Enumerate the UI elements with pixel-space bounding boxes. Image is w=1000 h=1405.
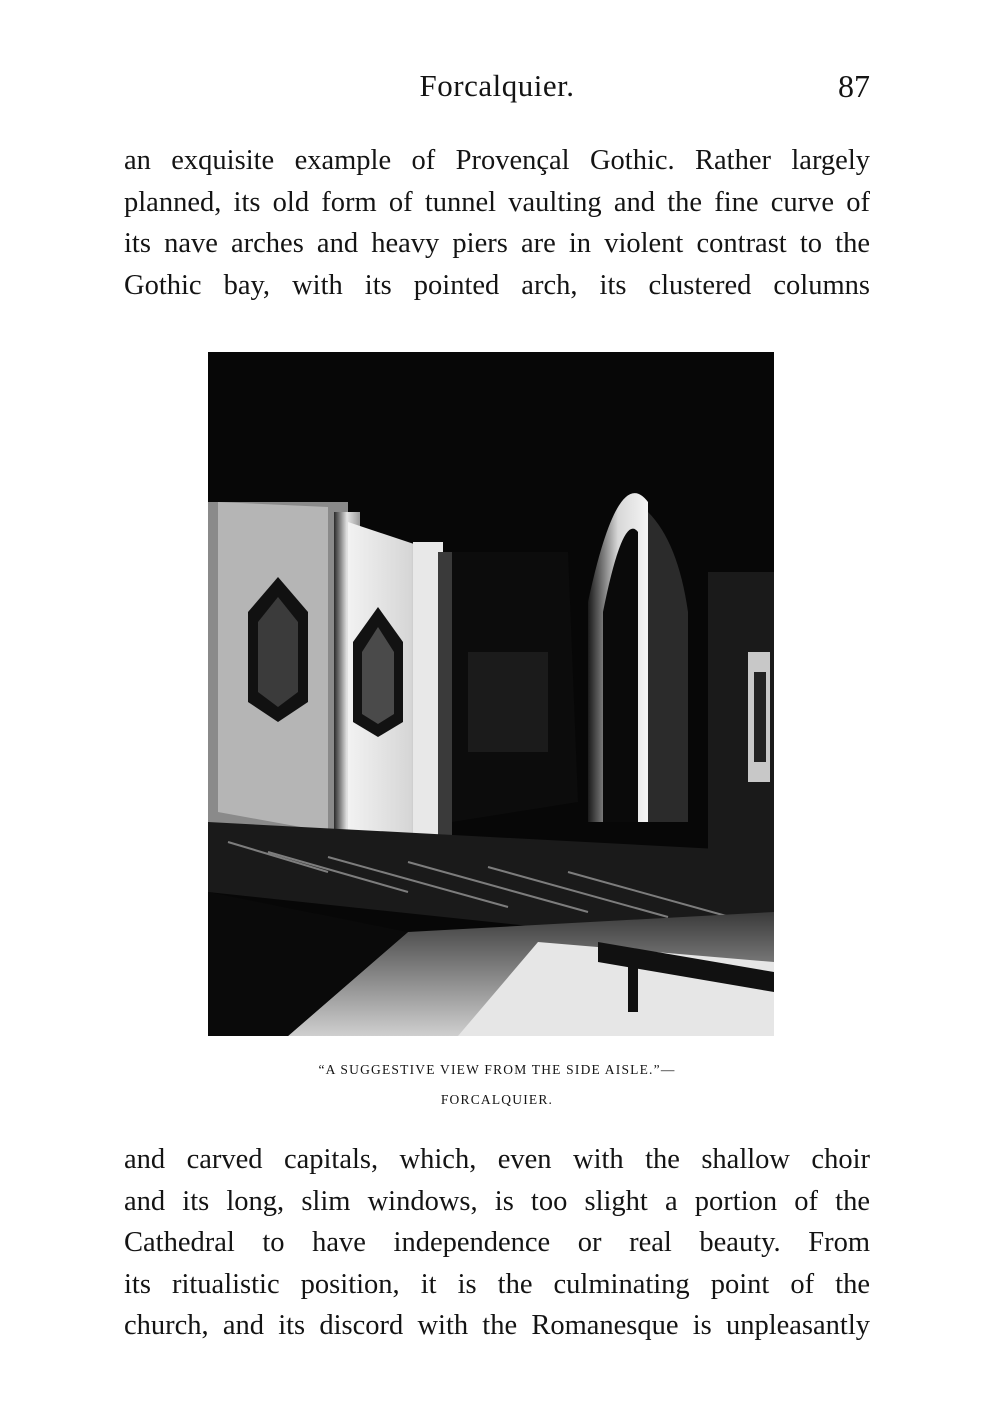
text-line: church, and its discord with the Romanesque is unpleasantly: [124, 1310, 870, 1341]
text-line: and its long, slim windows, is too slight a portion of the: [124, 1185, 870, 1217]
page-title: Forcalquier.: [419, 68, 575, 103]
figure-caption: “A SUGGESTIVE VIEW FROM THE SIDE AISLE.”—: [318, 1062, 676, 1077]
text-line: Gothic bay, with its pointed arch, its clustered columns: [124, 269, 870, 301]
paragraph-top: [124, 140, 870, 306]
text-line: planned, its old form of tunnel vaulting and the fine curve of: [124, 186, 870, 218]
paragraph-bottom: [124, 1139, 870, 1347]
text-line: its ritualistic position, it is the culminating point of the: [124, 1268, 870, 1300]
church-interior-photograph: [208, 352, 774, 1036]
text-line: an exquisite example of Provençal Gothic. Rather largely: [124, 145, 870, 176]
text-line: its nave arches and heavy piers are in violent contrast to the: [124, 228, 870, 259]
running-head: [124, 68, 870, 108]
page-number: 87: [838, 68, 870, 104]
figure-caption-location: FORCALQUIER.: [440, 1092, 554, 1107]
text-line: Cathedral to have independence or real beauty. From: [124, 1227, 870, 1258]
text-line: and carved capitals, which, even with the shallow choir: [124, 1144, 870, 1175]
